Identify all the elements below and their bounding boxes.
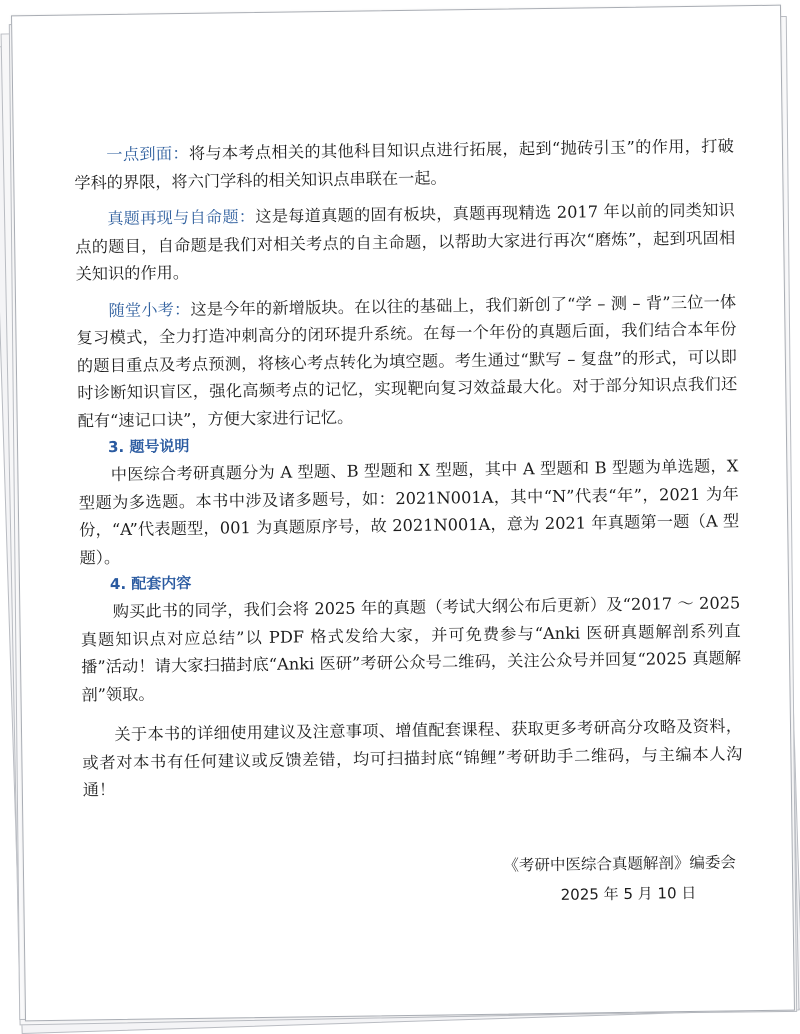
text-quiz: 这是今年的新增版块。在以往的基础上，我们新创了“学 – 测 – 背”三位一体复习模式，全力打造冲刺高分的闭环提升系统。在每一个年份的真题后面，我们结合本年份的题目重点及考点预测，将核心考点转化为填空题。考生通过“默写 – 复盘”的形式，可以即时诊断知识盲区，强化高频考点的记忆，实现靶向复习效益最大化。对于部分知识点我们还配有“速记口诀”，方便大家进行记忆。 [76, 291, 738, 431]
paragraph-supporting-content: 购买此书的同学，我们会将 2025 年的真题（考试大纲公布后更新）及“2017 ～ 2025 真题知识点对应总结”以 PDF 格式发给大家，并可免费参与“Anki 医研真题解剖系列直播”活动！请大家扫描封底“Anki 医研”考研公众号二维码，关注公众号并回复“2025 真题解剖”领取。 [80, 593, 742, 705]
paragraph-real-questions [75, 196, 736, 288]
label-one-point: 一点到面： [106, 143, 190, 165]
text-one-point: 将与本考点相关的其他科目知识点进行拓展，起到“抛砖引玉”的作用，打破学科的界限，将六门学科的相关知识点串联在一起。 [74, 136, 735, 193]
label-quiz: 随堂小考： [108, 299, 191, 320]
signature-block [84, 847, 745, 916]
heading-question-numbering: 3. 题号说明 [107, 436, 190, 457]
signature-org: 《考研中医综合真题解剖》编委会 [503, 852, 737, 875]
document-page [11, 5, 795, 1022]
label-real-questions: 真题再现与自命题： [107, 207, 256, 229]
signature-date: 2025 年 5 月 10 日 [560, 883, 697, 904]
paragraph-contact: 关于本书的详细使用建议及注意事项、增值配套课程、获取更多考研高分攻略及资料，或者对本书有任何建议或反馈差错，均可扫描封底“锦鲤”考研助手二维码，与主编本人沟通！ [82, 716, 743, 800]
heading-supporting-content: 4. 配套内容 [109, 573, 192, 594]
paragraph-question-numbering: 中医综合考研真题分为 A 型题、B 型题和 X 型题，其中 A 型题和 B 型题为单选题，X 型题为多选题。本书中涉及诸多题号，如：2021N001A，其中“N”代表“年”，2021 为年份，“A”代表题型，001 为真题原序号，故 2021N001A，意为 2021 年真题第一题（A 型题）。 [78, 456, 740, 568]
paragraph-one-point [74, 132, 735, 196]
text-real-questions: 这是每道真题的固有板块，真题再现精选 2017 年以前的同类知识点的题目，自命题是我们对相关考点的自主命题，以帮助大家进行再次“磨炼”，起到巩固相关知识的作用。 [75, 200, 736, 284]
paragraph-quiz [76, 288, 738, 435]
page-content [74, 132, 745, 916]
